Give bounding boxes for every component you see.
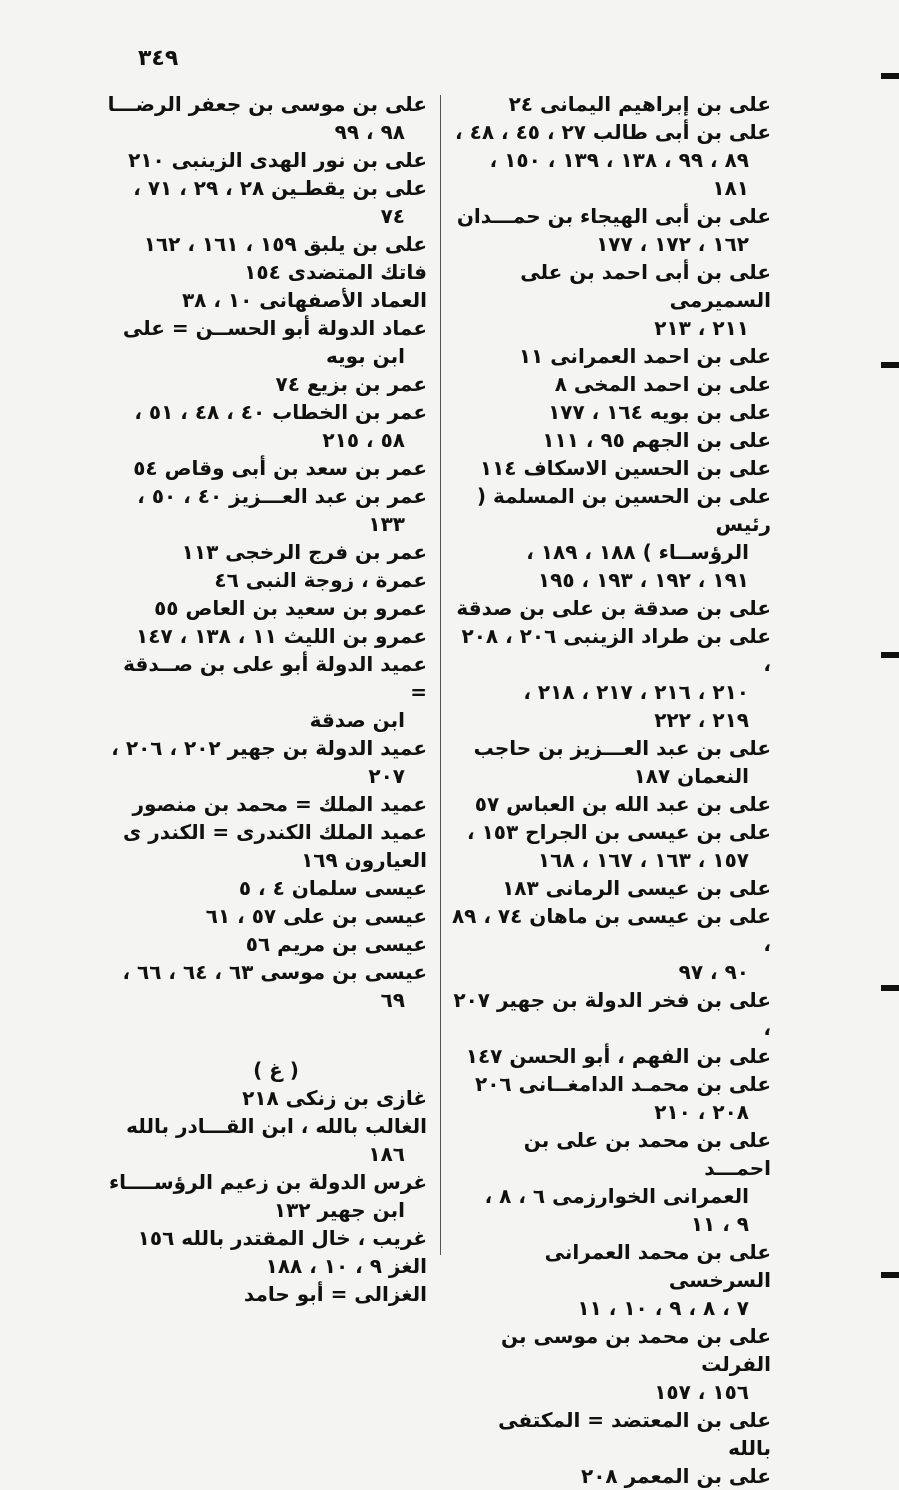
index-entry — [105, 174, 427, 230]
entry-heading-line: عيسى بن مريم ٥٦ — [245, 932, 427, 956]
entry-heading-line: على بن عبد العـــزيز بن حاجب — [473, 736, 771, 760]
edge-mark — [881, 1272, 899, 1278]
entry-heading-line: الغالب بالله ، ابن القـــادر بالله — [126, 1114, 427, 1138]
entry-heading-line: على بن المعتضد = المكتفى بالله — [498, 1408, 771, 1460]
entry-continuation-line: ابن بويه — [325, 344, 405, 368]
entry-heading-line: على بن فخر الدولة بن جهير ٢٠٧ ، — [453, 988, 771, 1040]
entry-continuation-line: ٥٨ ، ٢١٥ — [322, 428, 405, 452]
index-entry — [105, 650, 427, 734]
index-entry — [105, 818, 427, 846]
index-entry — [105, 1224, 427, 1252]
entry-continuation-line: ٨٩ ، ٩٩ ، ١٣٨ ، ١٣٩ ، ١٥٠ ، — [489, 148, 749, 172]
entry-continuation-line: ٢١١ ، ٢١٣ — [654, 316, 749, 340]
entry-heading-line: عمر بن عبد العـــزيز ٤٠ ، ٥٠ ، — [137, 484, 427, 508]
entry-heading-line: على بن المعمر ٢٠٨ — [581, 1464, 771, 1488]
entry-heading-line: عمرو بن الليث ١١ ، ١٣٨ ، ١٤٧ — [136, 624, 427, 648]
entry-heading-line: عميد الدولة بن جهير ٢٠٢ ، ٢٠٦ ، — [111, 736, 427, 760]
index-entry — [451, 482, 771, 594]
index-entry — [451, 902, 771, 986]
index-entry — [105, 902, 427, 930]
entry-heading-line: عيسى سلمان ٤ ، ٥ — [238, 876, 427, 900]
index-entry — [105, 566, 427, 594]
entry-continuation-line: ابن صدقة — [309, 708, 405, 732]
entry-heading-line: على بن محمد بن على بن احمـــد — [523, 1128, 771, 1180]
index-entry — [451, 1406, 771, 1462]
entry-heading-line: عيسى بن موسى ٦٣ ، ٦٤ ، ٦٦ ، — [122, 960, 427, 984]
index-entry — [451, 594, 771, 622]
index-entry — [105, 1168, 427, 1224]
index-entry — [105, 482, 427, 538]
page-number: ٣٤٩ — [138, 46, 179, 71]
index-entry — [451, 370, 771, 398]
entry-heading-line: عيسى بن على ٥٧ ، ٦١ — [205, 904, 427, 928]
index-entry — [105, 790, 427, 818]
index-entry — [105, 286, 427, 314]
index-entry — [451, 874, 771, 902]
index-entry — [451, 202, 771, 258]
index-group-ghain — [105, 1084, 427, 1308]
entry-heading-line: على بن طراد الزينبى ٢٠٦ ، ٢٠٨ ، — [461, 624, 771, 676]
index-entry — [105, 398, 427, 454]
entry-continuation-line: العمرانى الخوارزمى ٦ ، ٨ ، — [484, 1184, 749, 1208]
entry-continuation-line: ١٣٣ — [368, 512, 405, 536]
entry-continuation-line: ٢١٠ ، ٢١٦ ، ٢١٧ ، ٢١٨ ، — [523, 680, 749, 704]
entry-heading-line: على بن إبراهيم اليمانى ٢٤ — [508, 92, 771, 116]
entry-heading-line: عميد الملك الكندرى = الكندر ى — [122, 820, 427, 844]
index-entry — [105, 230, 427, 258]
column-divider — [440, 95, 441, 1255]
index-entry — [451, 734, 771, 790]
entry-continuation-line: ٢٠٨ ، ٢١٠ — [654, 1100, 749, 1124]
entry-heading-line: على بن أبى الهيجاء بن حمـــدان — [456, 204, 771, 228]
index-entry — [451, 1322, 771, 1406]
entry-continuation-line: ٢٠٧ — [368, 764, 405, 788]
index-entry — [105, 874, 427, 902]
entry-heading-line: العيارون ١٦٩ — [301, 848, 427, 872]
index-entry — [105, 258, 427, 286]
section-gap — [105, 1014, 427, 1056]
index-column-right — [451, 90, 771, 1490]
index-entry — [451, 790, 771, 818]
entry-heading-line: على بن أبى طالب ٢٧ ، ٤٥ ، ٤٨ ، — [455, 120, 771, 144]
index-entry — [105, 958, 427, 1014]
entry-heading-line: عمر بن بزيع ٧٤ — [275, 372, 427, 396]
index-entry — [451, 986, 771, 1042]
index-entry — [451, 818, 771, 874]
entry-continuation-line: ١٩١ ، ١٩٢ ، ١٩٣ ، ١٩٥ — [537, 568, 749, 592]
index-entry — [105, 538, 427, 566]
entry-heading-line: على بن الحسين بن المسلمة ( رئيس — [476, 484, 771, 536]
entry-heading-line: غرس الدولة بن زعيم الرؤســــاء — [108, 1170, 427, 1194]
edge-mark — [881, 985, 899, 991]
entry-heading-line: على بن محمـد الدامغــانى ٢٠٦ — [474, 1072, 771, 1096]
index-entry — [451, 1238, 771, 1322]
entry-heading-line: فاتك المتضدى ١٥٤ — [244, 260, 427, 284]
entry-continuation-line: ٩ ، ١١ — [690, 1212, 749, 1236]
entry-heading-line: على بن بويه ١٦٤ ، ١٧٧ — [548, 400, 771, 424]
entry-continuation-line: ٩٠ ، ٩٧ — [678, 960, 749, 984]
index-entry — [105, 734, 427, 790]
entry-continuation-line: ٧٤ — [380, 204, 405, 228]
entry-continuation-line: ٢١٩ ، ٢٢٢ — [654, 708, 749, 732]
entry-heading-line: عماد الدولة أبو الحســن = على — [122, 316, 427, 340]
entry-heading-line: عمرو بن سعيد بن العاص ٥٥ — [154, 596, 427, 620]
entry-heading-line: على بن صدقة بن على بن صدقة — [456, 596, 771, 620]
index-entry — [451, 342, 771, 370]
edge-mark — [881, 73, 899, 79]
index-entry — [105, 1112, 427, 1168]
entry-heading-line: على بن الحسين الاسكاف ١١٤ — [479, 456, 771, 480]
index-entry — [105, 454, 427, 482]
index-entry — [451, 258, 771, 342]
index-entry — [105, 90, 427, 146]
index-entry — [451, 90, 771, 118]
index-entry — [105, 314, 427, 370]
index-entry — [105, 594, 427, 622]
entry-heading-line: على بن يقطـين ٢٨ ، ٢٩ ، ٧١ ، — [133, 176, 427, 200]
index-entry — [105, 846, 427, 874]
index-entry — [451, 1126, 771, 1238]
entry-heading-line: على بن عبد الله بن العباس ٥٧ — [474, 792, 771, 816]
index-entry — [451, 118, 771, 202]
entry-heading-line: على بن عيسى الرمانى ١٨٣ — [502, 876, 771, 900]
index-entry — [451, 398, 771, 426]
entry-continuation-line: الرؤســاء ) ١٨٨ ، ١٨٩ ، — [526, 540, 749, 564]
index-entry — [451, 622, 771, 734]
entry-heading-line: عمرة ، زوجة النبى ٤٦ — [214, 568, 427, 592]
entry-heading-line: على بن موسى بن جعفر الرضـــا — [107, 92, 427, 116]
entry-heading-line: غريب ، خال المقتدر بالله ١٥٦ — [137, 1226, 427, 1250]
entry-continuation-line: ابن جهير ١٣٢ — [273, 1198, 405, 1222]
edge-mark — [881, 652, 899, 658]
index-entry — [451, 1070, 771, 1126]
entry-heading-line: عميد الدولة أبو على بن صــدقة = — [123, 652, 427, 704]
entry-continuation-line: ١٥٧ ، ١٦٣ ، ١٦٧ ، ١٦٨ — [537, 848, 749, 872]
entry-heading-line: على بن الجهم ٩٥ ، ١١١ — [542, 428, 771, 452]
entry-heading-line: على بن احمد المخى ٨ — [554, 372, 771, 396]
entry-continuation-line: ١٦٢ ، ١٧٢ ، ١٧٧ — [596, 232, 749, 256]
entry-heading-line: الغز ٩ ، ١٠ ، ١٨٨ — [265, 1254, 427, 1278]
entry-continuation-line: ١٥٦ ، ١٥٧ — [654, 1380, 749, 1404]
entry-heading-line: على بن أبى احمد بن على السميرمى — [520, 260, 771, 312]
entry-heading-line: الغزالى = أبو حامد — [243, 1282, 427, 1306]
entry-heading-line: على بن محمد العمرانى السرخسى — [544, 1240, 771, 1292]
index-entry — [105, 930, 427, 958]
index-entry — [105, 370, 427, 398]
index-entry — [451, 454, 771, 482]
index-entry — [105, 146, 427, 174]
entry-heading-line: عمر بن فرج الرخجى ١١٣ — [181, 540, 427, 564]
entry-heading-line: على بن عيسى بن الجراح ١٥٣ ، — [467, 820, 771, 844]
entry-heading-line: على بن محمد بن موسى بن الفرلت — [501, 1324, 771, 1376]
entry-continuation-line: النعمان ١٨٧ — [633, 764, 749, 788]
index-entry — [451, 1042, 771, 1070]
index-entry — [105, 1084, 427, 1112]
index-column-left — [105, 90, 427, 1308]
section-letter-ghain: ( غ ) — [253, 1058, 299, 1082]
entry-heading-line: على بن الفهم ، أبو الحسن ١٤٧ — [465, 1044, 771, 1068]
entry-continuation-line: ٩٨ ، ٩٩ — [334, 120, 405, 144]
entry-heading-line: على بن احمد العمرانى ١١ — [518, 344, 771, 368]
index-entry — [451, 426, 771, 454]
entry-heading-line: عميد الملك = محمد بن منصور — [132, 792, 427, 816]
entry-continuation-line: ٦٩ — [380, 988, 405, 1012]
entry-heading-line: على بن نور الهدى الزينبى ٢١٠ — [128, 148, 427, 172]
index-entry — [451, 1462, 771, 1490]
index-entry — [105, 622, 427, 650]
entry-heading-line: على بن عيسى بن ماهان ٧٤ ، ٨٩ ، — [451, 904, 771, 956]
entry-continuation-line: ٧ ، ٨ ، ٩ ، ١٠ ، ١١ — [577, 1296, 749, 1320]
entry-heading-line: غازى بن زنكى ٢١٨ — [242, 1086, 427, 1110]
entry-heading-line: عمر بن سعد بن أبى وقاص ٥٤ — [133, 456, 427, 480]
index-group-ain — [105, 90, 427, 1014]
entry-heading-line: عمر بن الخطاب ٤٠ ، ٤٨ ، ٥١ ، — [134, 400, 427, 424]
index-entry — [105, 1252, 427, 1280]
index-entry — [105, 1280, 427, 1308]
entry-continuation-line: ١٨٦ — [368, 1142, 405, 1166]
entry-heading-line: العماد الأصفهانى ١٠ ، ٣٨ — [181, 288, 427, 312]
edge-mark — [881, 362, 899, 368]
entry-continuation-line: ١٨١ — [712, 176, 749, 200]
entry-heading-line: على بن يلبق ١٥٩ ، ١٦١ ، ١٦٢ — [143, 232, 427, 256]
